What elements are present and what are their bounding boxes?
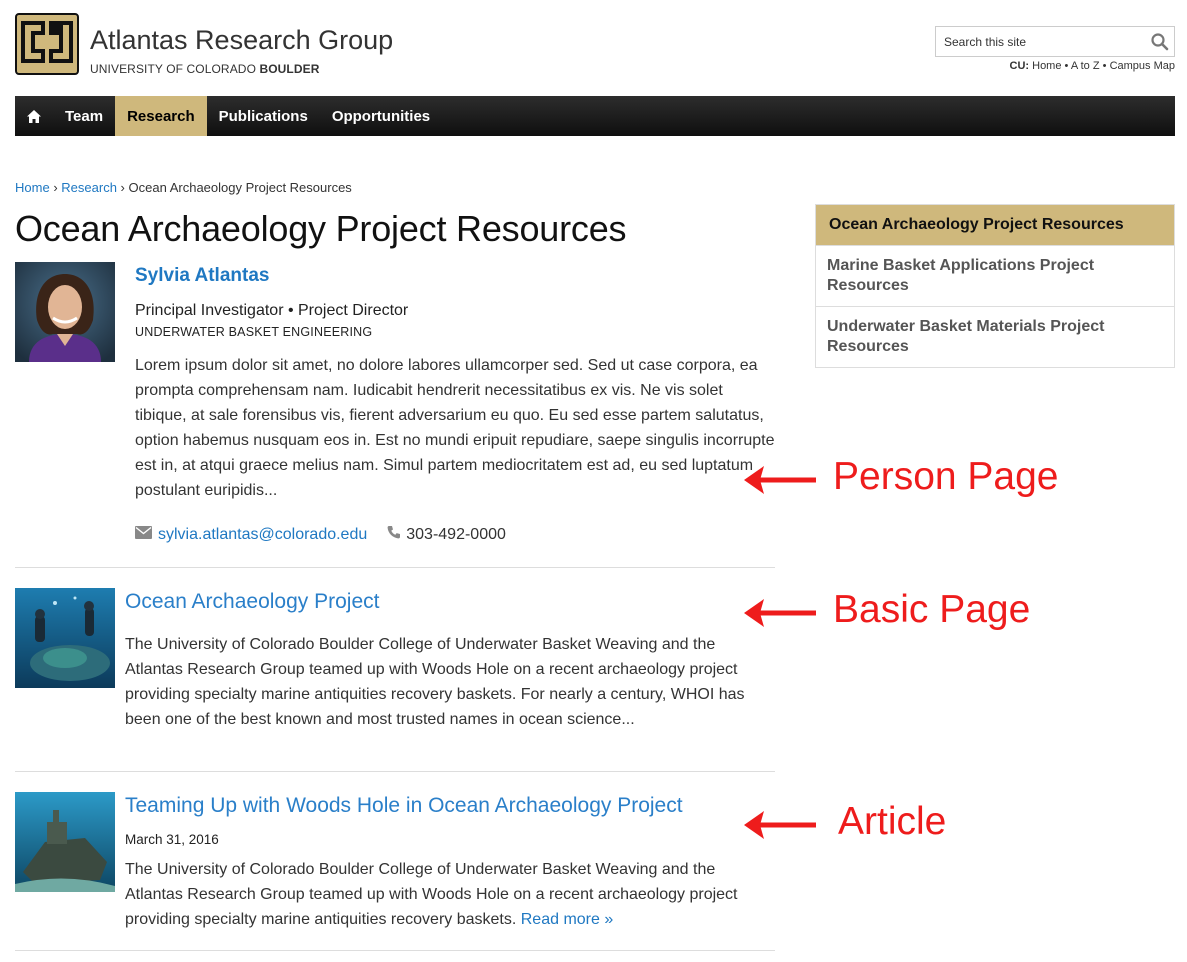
search-input[interactable] <box>936 27 1144 56</box>
site-subtitle <box>90 62 320 76</box>
person-photo[interactable] <box>15 262 115 362</box>
search-button[interactable] <box>1150 32 1170 52</box>
divider <box>15 567 775 568</box>
article-title-link[interactable]: Teaming Up with Woods Hole in Ocean Archaeology Project <box>125 794 683 817</box>
cu-home-link[interactable]: Home <box>1032 60 1062 72</box>
home-icon <box>27 110 41 123</box>
divider <box>15 771 775 772</box>
nav-opportunities[interactable]: Opportunities <box>331 107 431 125</box>
search-icon <box>1150 32 1170 52</box>
nav-publications[interactable]: Publications <box>218 107 308 125</box>
basic-page-title-link[interactable]: Ocean Archaeology Project <box>125 590 380 613</box>
annotation-arrow-icon <box>742 805 818 845</box>
breadcrumb-research[interactable]: Research <box>61 180 117 195</box>
cu-label: CU: <box>1009 60 1030 72</box>
breadcrumb <box>15 180 352 195</box>
site-title[interactable]: Atlantas Research Group <box>90 25 394 55</box>
cu-sep: • <box>1064 60 1069 72</box>
page-title: Ocean Archaeology Project Resources <box>15 208 627 249</box>
annotation-person-page: Person Page <box>833 455 1059 498</box>
person-bio: Lorem ipsum dolor sit amet, no dolore labores ullamcorper sed. Sed ut case corpora, ea prompta comprehensam nam. Iudicabit hendrerit necessitatibus ex vis. Ne vis solet tibique, at sale forensibus vis, fierent adversarium eu quo. Eu sed esse partem salutatus, option habemus nusquam eos in. Est no mundi eripuit repudiare, saepe singulis incorrupte est in, at atqui graece melius nam. Simul partem mediocritatem est ad, eu sed luptatum postulant euripidis... <box>135 357 775 499</box>
sidebar-item-marine-basket[interactable]: Marine Basket Applications Project Resources <box>816 245 1174 306</box>
person-phone <box>387 525 506 544</box>
cu-a-to-z-link[interactable]: A to Z <box>1070 60 1100 72</box>
article-image[interactable] <box>15 792 115 892</box>
basic-page-image[interactable] <box>15 588 115 688</box>
article-body <box>125 857 775 932</box>
search-box <box>935 26 1175 57</box>
basic-page-body: The University of Colorado Boulder College of Underwater Basket Weaving and the Atlantas Research Group teamed up with Woods Hole on a recent archaeology project providing specialty marine antiquities recovery baskets. For nearly a century, WHOI has been one of the best known and most trusted names in ocean science... <box>125 636 745 728</box>
subtitle-prefix: UNIVERSITY OF COLORADO <box>90 62 257 76</box>
subtitle-bold: BOULDER <box>259 62 320 76</box>
nav-home[interactable] <box>15 96 53 136</box>
breadcrumb-sep: › <box>120 180 125 195</box>
article-body-text: The University of Colorado Boulder College of Underwater Basket Weaving and the Atlantas Research Group teamed up with Woods Hole on a recent archaeology project providing specialty marine antiquities recovery baskets. <box>125 861 738 928</box>
person-contact <box>135 525 506 544</box>
person-phone-number: 303-492-0000 <box>406 525 506 543</box>
main-nav <box>15 96 1175 136</box>
sidebar-active-item[interactable]: Ocean Archaeology Project Resources <box>816 205 1174 245</box>
article-date: March 31, 2016 <box>125 832 219 847</box>
sidebar-menu <box>815 204 1175 368</box>
envelope-icon <box>135 526 152 544</box>
read-more-link[interactable]: Read more » <box>520 911 614 928</box>
phone-icon <box>387 525 400 544</box>
breadcrumb-current: Ocean Archaeology Project Resources <box>128 180 352 195</box>
person-name-link[interactable]: Sylvia Atlantas <box>135 265 270 286</box>
person-email-link[interactable]: sylvia.atlantas@colorado.edu <box>158 525 368 543</box>
divider <box>15 950 775 951</box>
breadcrumb-home[interactable]: Home <box>15 180 50 195</box>
person-department: UNDERWATER BASKET ENGINEERING <box>135 325 373 339</box>
cu-links <box>1010 60 1176 72</box>
nav-team[interactable]: Team <box>65 107 104 125</box>
cu-campus-map-link[interactable]: Campus Map <box>1109 60 1175 72</box>
breadcrumb-sep: › <box>53 180 58 195</box>
annotation-arrow-icon <box>742 593 818 633</box>
annotation-arrow-icon <box>742 460 818 500</box>
nav-research[interactable]: Research <box>115 96 207 136</box>
cu-logo[interactable] <box>15 13 79 75</box>
annotation-basic-page: Basic Page <box>833 588 1031 631</box>
cu-sep: • <box>1102 60 1107 72</box>
sidebar-item-underwater-basket[interactable]: Underwater Basket Materials Project Resources <box>816 306 1174 367</box>
person-role: Principal Investigator • Project Director <box>135 302 409 319</box>
annotation-article: Article <box>838 800 947 843</box>
